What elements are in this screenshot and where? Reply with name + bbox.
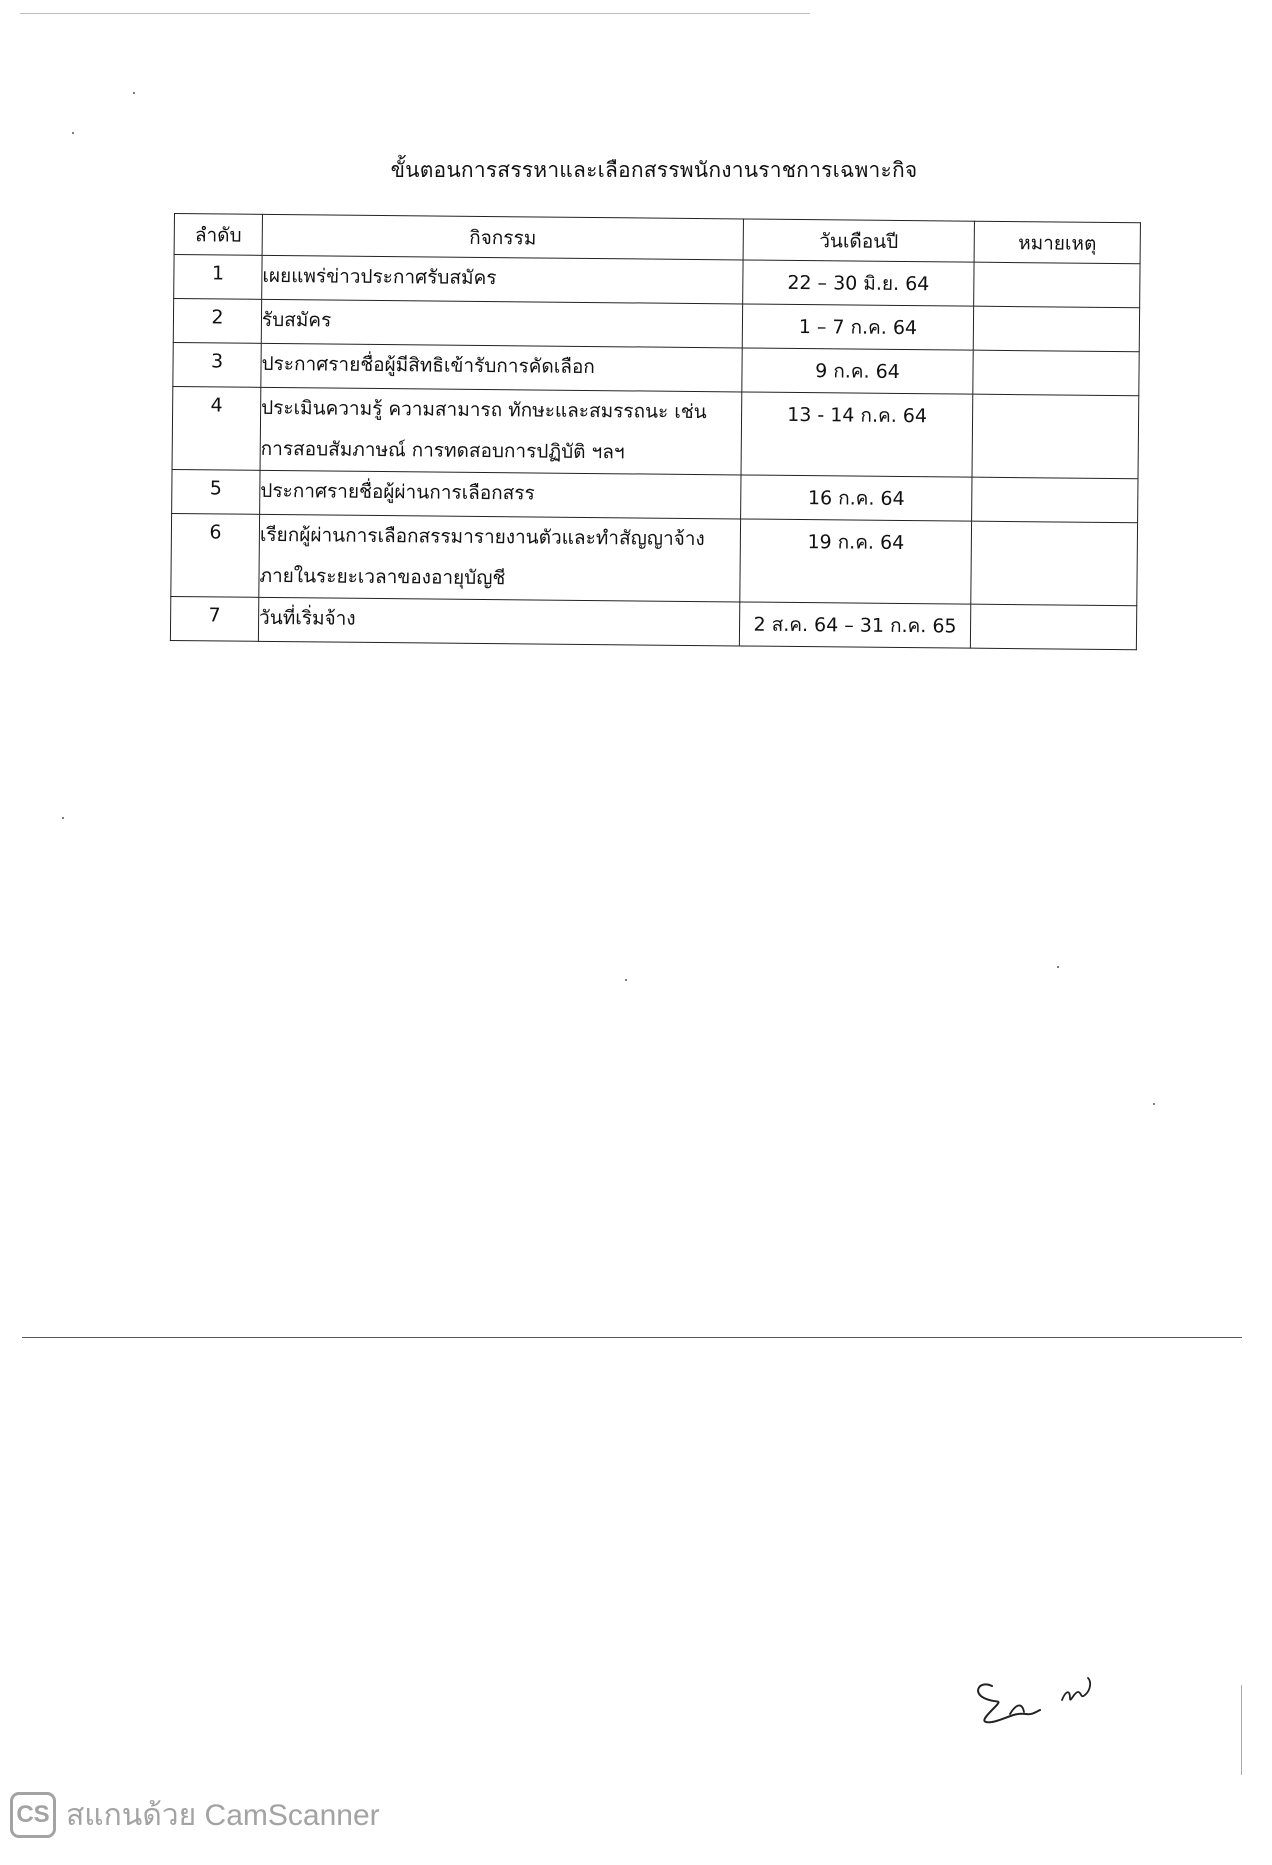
row-activity: เรียกผู้ผ่านการเลือกสรรมารายงานตัวและทำสัญญาจ้างภายในระยะเวลาของอายุบัญชี [259, 514, 741, 602]
scan-speck [133, 92, 135, 94]
row-no: 5 [172, 469, 260, 514]
row-note [973, 350, 1139, 396]
schedule-table [170, 213, 1141, 650]
row-no: 7 [170, 596, 258, 641]
row-date: 19 ก.ค. 64 [740, 519, 972, 604]
header-activity: กิจกรรม [262, 214, 743, 260]
horizontal-divider [22, 1337, 1242, 1338]
row-no: 2 [173, 299, 261, 344]
row-date: 22 – 30 มิ.ย. 64 [743, 260, 974, 306]
header-no: ลำดับ [174, 214, 262, 256]
row-activity: รับสมัคร [261, 299, 742, 348]
watermark-text: สแกนด้วย CamScanner [66, 1798, 380, 1832]
scan-speck [1057, 966, 1059, 968]
row-note [972, 394, 1139, 479]
row-no: 6 [171, 513, 260, 597]
row-date: 9 ก.ค. 64 [742, 348, 973, 394]
row-date: 16 ก.ค. 64 [741, 475, 972, 521]
table-row [172, 386, 1139, 478]
row-note [971, 521, 1138, 606]
row-note [970, 604, 1136, 650]
header-date: วันเดือนปี [743, 219, 974, 262]
scan-speck [625, 979, 627, 981]
row-activity: เผยแพร่ข่าวประกาศรับสมัคร [262, 255, 743, 304]
camscanner-watermark [10, 1791, 380, 1839]
row-date: 1 – 7 ก.ค. 64 [742, 304, 973, 350]
row-note [973, 306, 1139, 352]
scan-speck [62, 817, 64, 819]
row-note [974, 262, 1140, 308]
camscanner-logo-icon: CS [10, 1792, 56, 1838]
document-title: ขั้นตอนการสรรหาและเลือกสรรพนักงานราชการเฉพาะกิจ [390, 158, 918, 182]
row-no: 4 [172, 386, 261, 470]
scan-edge-mark [1241, 1685, 1242, 1775]
row-date: 2 ส.ค. 64 – 31 ก.ค. 65 [739, 602, 970, 648]
row-activity: ประเมินความรู้ ความสามารถ ทักษะและสมรรถนะ เช่น การสอบสัมภาษณ์ การทดสอบการปฏิบัติ ฯลฯ [260, 387, 742, 475]
top-scan-edge [20, 13, 810, 14]
row-activity: วันที่เริ่มจ้าง [258, 597, 739, 646]
row-no: 1 [174, 255, 262, 300]
signature-icon [970, 1668, 1110, 1738]
table-row [171, 513, 1138, 605]
table-row [170, 596, 1136, 649]
scan-speck [1153, 1103, 1155, 1105]
row-note [972, 477, 1138, 523]
row-no: 3 [173, 342, 261, 387]
row-activity: ประกาศรายชื่อผู้มีสิทธิเข้ารับการคัดเลือก [261, 343, 742, 392]
row-date: 13 - 14 ก.ค. 64 [741, 392, 973, 477]
header-note: หมายเหตุ [974, 221, 1140, 264]
scan-speck [72, 132, 74, 134]
row-activity: ประกาศรายชื่อผู้ผ่านการเลือกสรร [260, 470, 741, 519]
